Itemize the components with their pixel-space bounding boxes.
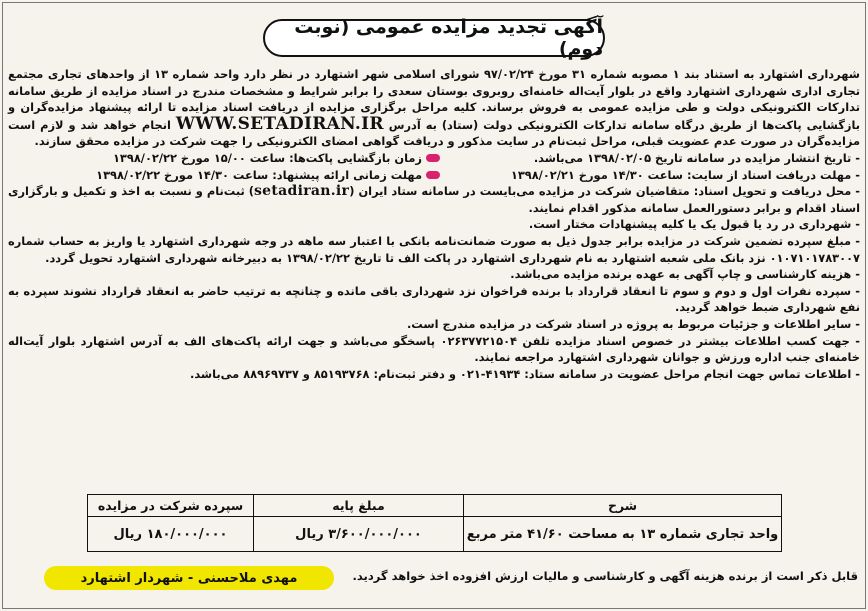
bullet-icon (426, 154, 440, 162)
footnote: قابل ذکر است از برنده هزینه آگهی و کارشناسی و مالیات ارزش افزوده اخذ خواهد گردید. (352, 569, 858, 583)
intro-text: شهرداری اشتهارد به استناد بند ۱ مصوبه شماره ۳۱ مورخ ۹۷/۰۲/۲۴ شورای اسلامی شهر اشتهارد در نظر دارد واحد شماره ۱۳ از واحدهای تجاری مجتمع تجاری اداری شهرداری اشتهارد واقع در بلوار آیت‌اله خامنه‌ای روبروی بوستان سعدی را برابر شرایط و مشخصات مندرج در اسناد مزایده از طریق سامانه تدارکات الکترونیکی دولت و طی مزایده عمومی به فروش برساند. کلیه مراحل برگزاری مزایده از دریافت اسناد مزایده تا ارائه پیشنهاد مزایده‌گران و بازگشایی پاکت‌ها از طریق درگاه سامانه تدارکات الکترونیکی دولت (ستاد) به آدرس (8, 67, 861, 132)
setadiran-link[interactable]: setadiran.ir (253, 183, 350, 200)
clause-rejection: - شهرداری در رد یا قبول یک یا کلیه پیشنهادات مختار است. (528, 217, 860, 232)
clause-deposit: - مبلغ سپرده تضمین شرکت در مزایده برابر جدول ذیل به صورت ضمانت‌نامه بانکی با اعتبار سه ماهه در وجه شهرداری اشتهارد یا واریز به حساب شماره ۰۱۰۷۱۰۱۷۸۳۰۰۷ نزد بانک ملی شعبه اشتهارد به نام شهرداری اشتهارد در پاکت الف تا تاریخ ۱۳۹۸/۰۲/۲۲ به دبیرخانه شهرداری اشتهارد تحویل گردد. (8, 233, 860, 265)
dates-row-2 (8, 167, 860, 184)
offer-deadline: مهلت زمانی ارائه پیشنهاد: ساعت ۱۴/۳۰ مورخ ۱۳۹۸/۰۲/۲۲ (96, 167, 440, 184)
table-cell-base-price: ۳/۶۰۰/۰۰۰/۰۰۰ ریال (253, 517, 463, 551)
table-cell-deposit: ۱۸۰/۰۰۰/۰۰۰ ریال (113, 526, 228, 542)
signature-banner: مهدی ملاحسنی - شهردار اشتهارد (44, 566, 334, 590)
title-box (263, 16, 605, 60)
table-header-description: شرح (463, 495, 781, 517)
clause-bidders: - سپرده نفرات اول و دوم و سوم تا انعقاد قرارداد با برنده فراخوان نزد شهرداری باقی مانده و چنانچه به ترتیب حاضر به انعقاد قرارداد نشوند سپرده به نفع شهرداری ضبط خواهد گردید. (8, 283, 860, 315)
opening-time: زمان بازگشایی پاکت‌ها: ساعت ۱۵/۰۰ مورخ ۱۳۹۸/۰۲/۲۲ (113, 150, 440, 167)
intro-paragraph (8, 66, 860, 150)
setadiran-url[interactable]: WWW.SETADIRAN.IR (175, 113, 384, 134)
clause-location: - محل دریافت و تحویل اسناد: متقاضیان شرکت در مزایده می‌بایست در سامانه ستاد ایران (setadiran.ir) ثبت‌نام و نسبت به اخذ و تکمیل و بارگزاری اسناد اقدام و برابر دستورالعمل سامانه مذکور اقدام نمایند. (8, 183, 860, 215)
doc-deadline: - مهلت دریافت اسناد از سایت: ساعت ۱۴/۳۰ مورخ ۱۳۹۸/۰۲/۲۱ (510, 167, 860, 182)
auction-table (87, 494, 782, 552)
publish-date: - تاریخ انتشار مزایده در سامانه تاریخ ۱۳۹۸/۰۲/۰۵ می‌باشد. (533, 150, 860, 165)
clause-setad-contact: - اطلاعات تماس جهت انجام مراحل عضویت در سامانه ستاد: ۴۱۹۳۴-۰۲۱ و دفتر ثبت‌نام: ۸۵۱۹۳۷۶۸ و ۸۸۹۶۹۷۳۷ می‌باشد. (190, 366, 860, 381)
clause-details: - سایر اطلاعات و جزئیات مربوط به پروژه در اسناد شرکت در مزایده مندرج است. (406, 316, 860, 331)
table-header-base-price: مبلغ پایه (253, 495, 463, 517)
intro-text-continued: انجام خواهد شد و لازم است مزایده‌گران در صورت عدم عضویت قبلی، مراحل ثبت‌نام در سایت مذکور و دریافت گواهی امضای الکترونیکی را جهت شرکت در مزایده محقق سازند. (8, 117, 860, 149)
table-cell-description: واحد تجاری شماره ۱۳ به مساحت ۴۱/۶۰ متر مربع (463, 517, 781, 551)
announcement-body (8, 66, 860, 382)
bullet-icon (426, 171, 440, 179)
clause-contact: - جهت کسب اطلاعات بیشتر در خصوص اسناد مزایده تلفن ۰۲۶۳۷۷۲۱۵۰۴ پاسخگو می‌باشد و جهت ارائه پاکت‌های الف به آدرس اشتهارد بلوار آیت‌اله خامنه‌ای جنب اداره ورزش و جوانان شهرداری اشتهارد مراجعه نمایند. (8, 333, 860, 365)
dates-row-1 (8, 150, 860, 167)
clause-costs: - هزینه کارشناسی و چاپ آگهی به عهده برنده مزایده می‌باشد. (510, 267, 860, 282)
page-title: آگهی تجدید مزایده عمومی (نوبت دوم) (294, 16, 603, 60)
table-header-deposit: سپرده شرکت در مزایده (88, 495, 253, 517)
